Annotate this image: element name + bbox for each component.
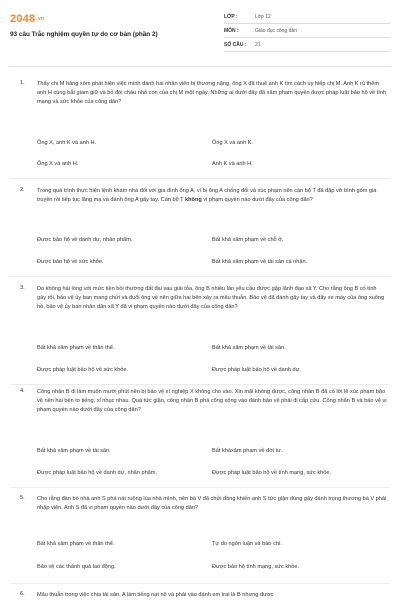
question-text: Công nhân B đi làm muộn mười phút nên bị bảo vệ xí nghiệp X không cho vào. Xin mãi không được, công nhân B đã cố lời lẽ xúc phạm bảo vệ nên hai bên to tiếng, xỉ nhục nhau. Quá tức giận, công nhân B phá cổng xông vào đánh bảo vệ phải đi cấp cứu. Công nhân B và bảo vệ vi phạm quyền nào dưới đây của công dân? [37, 389, 387, 414]
answer-option-b[interactable]: Bất khảxâm phạm về đời tư. [212, 448, 283, 454]
meta-label: LỚP : [224, 13, 238, 20]
meta-row-subject [224, 24, 390, 38]
answer-option-c[interactable]: Bảo vệ các thành quả lao động. [37, 564, 116, 570]
question-divider [10, 583, 390, 584]
question-text: Thấy chị M hàng xóm phát hiện việc mình đánh hai nhân viên bị thương nặng, ông X đã thuê anh K tìm cách uy hiếp chị M. Anh K rủ thêm anh H cùng bắt giam giữ và bỏ đói cháu nhỏ con của chị M một ngày. Những ai dưới đây đã xâm phạm quyền được pháp luật bảo hộ về tính mạng và sức khỏe của công dân? [37, 81, 387, 106]
answer-option-d[interactable]: Anh K và anh H. [212, 161, 253, 167]
question-divider [10, 384, 390, 385]
question-divider [10, 487, 390, 488]
question-text-part: Trong quá trình thực hiện lệnh khám nhà đối với gia đình ông A, vì bị ông A chống đối và xúc phạm nên cán bộ T đã đập vỡ bình gốm gia truyền rồi tiếp tục lăng mạ và đánh ông A gãy tay. Cán bộ T [37, 188, 377, 204]
question-number: 4. [20, 388, 25, 394]
question-number: 1. [20, 80, 25, 86]
question-text: Mâu thuẫn trong việc chia tài sản, A làm tiếng nạt nộ và phải vào đánh em trai là B nhưng được [37, 592, 274, 598]
answer-option-a[interactable]: Được bảo hộ về danh dự, nhân phẩm. [37, 237, 133, 243]
question-text: Cho rằng đàn bò nhà anh S phá nát ruộng lúa nhà mình, nên bà V đã chửi đồng khiến anh S tức giận dùng gậy đánh trọng thương bà V phải nhập viện. Anh S đã vi phạm quyền nào dưới đây của công dân? [37, 496, 387, 512]
site-logo[interactable] [10, 13, 44, 25]
answer-option-d[interactable]: Được bảo hộ tính mạng, sức khỏe. [212, 564, 300, 570]
answer-option-d[interactable]: Bất khả xâm phạm về tài sản cá nhân. [212, 259, 308, 265]
answer-option-a[interactable]: Bất khả xâm phạm về tài sản. [37, 448, 111, 454]
answer-option-a[interactable]: Bất khả xâm phạm về thân thể. [37, 541, 115, 547]
meta-value: Giáo dục công dân [255, 27, 297, 34]
question-divider [10, 276, 390, 277]
question-divider [10, 178, 390, 179]
logo-suffix: .vn [36, 16, 45, 23]
answer-option-c[interactable]: Được bảo hộ về sức khỏe. [37, 259, 104, 265]
answer-option-b[interactable]: Bất khả xâm phạm về tài sản. [212, 345, 286, 351]
answer-option-b[interactable]: Bất khả xâm phạm về chỗ ở. [212, 237, 284, 243]
header-divider [10, 66, 390, 67]
question-number: 2. [20, 187, 25, 193]
answer-option-b[interactable]: Ông X và anh K. [212, 140, 254, 146]
question-text [37, 187, 387, 205]
meta-label: SỐ CÂU : [224, 41, 247, 48]
meta-row-class [224, 10, 390, 24]
answer-option-d[interactable]: Được pháp luật bảo hộ về danh dự. [212, 367, 301, 373]
meta-value: Lớp 12 [255, 13, 271, 20]
answer-option-c[interactable]: Được pháp luật bảo hộ về sức khỏe. [37, 367, 129, 373]
answer-option-c[interactable]: Được pháp luật bảo hộ về danh dự, nhân phẩm. [37, 470, 158, 476]
header [0, 0, 400, 62]
meta-row-count [224, 38, 390, 52]
meta-value: 21 [255, 41, 261, 48]
question-text-emphasis: không [185, 197, 202, 204]
logo-text: 2048 [10, 13, 36, 25]
answer-option-a[interactable]: Bất khả xâm phạm về thân thể. [37, 345, 115, 351]
answer-option-a[interactable]: Ông X, anh K và anh H. [37, 140, 97, 146]
question-number: 6. [20, 591, 25, 597]
answer-option-b[interactable]: Tự do ngôn luận và báo chí. [212, 541, 282, 547]
meta-table [224, 10, 390, 52]
question-text: Do không hài lòng với mức tiền bồi thường đất đai sau giải tỏa, ông B nhiều lần yêu cầu được gặp lãnh đạo xã Y. Cho rằng ông B cố tình gây rối, bảo vệ ủy ban mang chửi và đuổi ông về nên giữa hai bên xảy ra mâu thuẫn. Bảo vệ đã đánh gãy tay và đẩy xe máy của ông xuống hồ, bảo vệ ủy ban nhân dân xã Y đã vi phạm quyền nào dưới đây của công dân? [37, 286, 385, 311]
page-title: 93 câu Trắc nghiệm quyền tự do cơ bản (phần 2) [10, 31, 158, 38]
question-text-part: vi phạm quyền nào dưới đây của công dân? [201, 197, 313, 204]
question-number: 5. [20, 495, 25, 501]
question-number: 3. [20, 285, 25, 291]
answer-option-c[interactable]: Ông X và anh H. [37, 161, 79, 167]
meta-label: MÔN : [224, 27, 239, 34]
answer-option-d[interactable]: Được pháp luật bảo hộ về tính mạng, sức khỏe. [212, 470, 332, 476]
